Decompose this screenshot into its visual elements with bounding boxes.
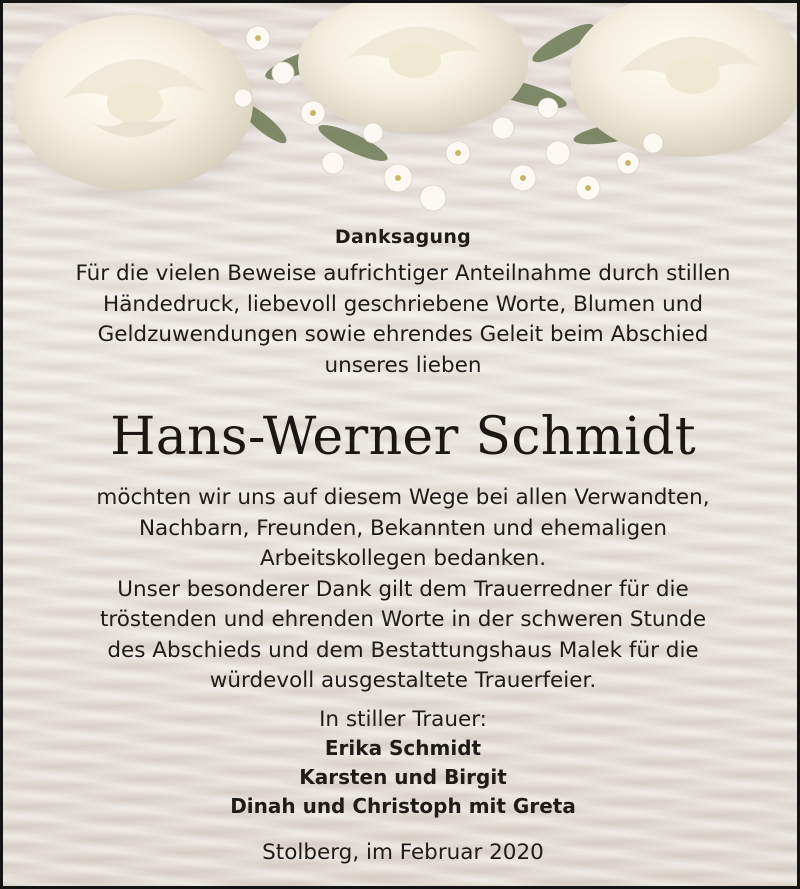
intro-line: Geldzuwendungen sowie ehrendes Geleit beim Abschied [97,322,709,347]
signer-name: Dinah und Christoph mit Greta [230,794,576,818]
heading: Danksagung [334,226,472,248]
body-line: des Abschieds und dem Bestattungshaus Malek für die [107,637,699,663]
deceased-name: Hans-Werner Schmidt [110,407,696,467]
body-line: würdevoll ausgestaltete Trauerfeier. [209,668,597,693]
body-line: möchten wir uns auf diesem Wege bei allen Verwandten, [96,485,710,510]
body-line: Unser besonderer Dank gilt dem Trauerredner für die [117,576,689,602]
intro-line: unseres lieben [324,352,482,378]
place-date: Stolberg, im Februar 2020 [262,840,544,865]
signer-name: Erika Schmidt [324,736,482,760]
body-line: tröstenden und ehrenden Worte in der schweren Stunde [99,607,707,632]
signer-name: Karsten und Birgit [299,765,507,789]
white-roses-decoration [3,3,800,233]
thanks-paragraph [3,483,800,697]
intro-paragraph [3,259,800,381]
body-line: Arbeitskollegen bedanken. [259,546,547,571]
body-line: Nachbarn, Freunden, Bekannten und ehemaligen [138,515,668,541]
mourning-label: In stiller Trauer: [319,707,487,732]
white-rose-icon [13,15,253,191]
intro-line: Händedruck, liebevoll geschriebene Worte, Blumen und [103,291,703,317]
intro-line: Für die vielen Beweise aufrichtiger Anteilnahme durch stillen [75,261,731,286]
signature-block [3,705,800,821]
